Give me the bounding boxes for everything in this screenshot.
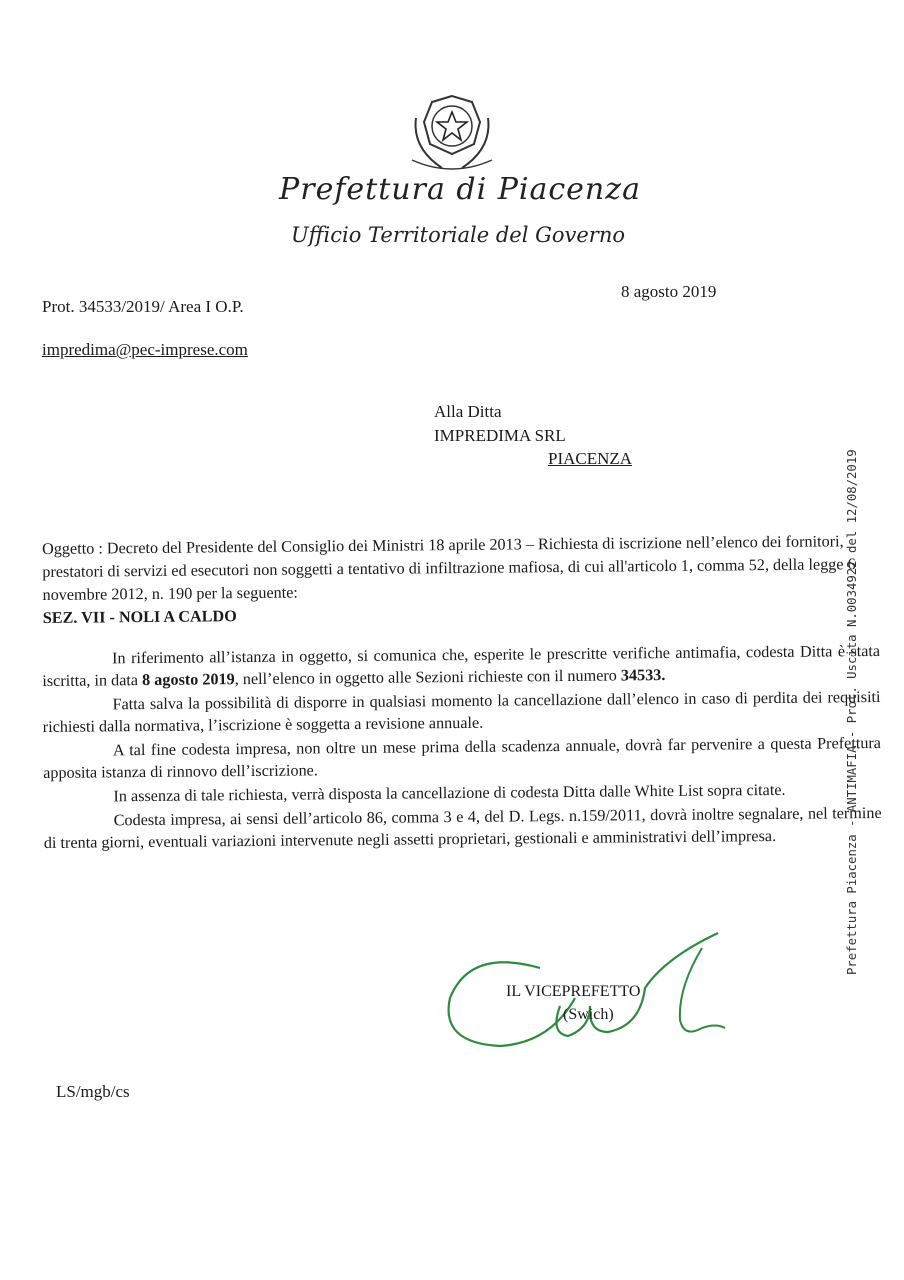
subject-text: Decreto del Presidente del Consiglio dei Ministri 18 aprile 2013 – Richiesta di iscrizione nell’elenco dei fornitori, prestatori di servizi ed esecutori non soggetti a tentativo di infiltrazione mafiosa, di cui all'articolo 1, comma 52, della legge 6 novembre 2012, n. 190 per la seguente: — [42, 532, 856, 604]
signatory-title: IL VICEPREFETTO — [506, 983, 641, 1000]
office-subtitle: Ufficio Territoriale del Governo — [290, 223, 626, 247]
recipient-company: IMPREDIMA SRL — [434, 426, 566, 445]
subject-label: Oggetto : — [42, 539, 103, 558]
reference-initials: LS/mgb/cs — [56, 1082, 130, 1101]
registration-date: 8 agosto 2019 — [142, 670, 235, 690]
subject-block — [42, 530, 863, 630]
republic-emblem-icon — [402, 88, 502, 180]
registration-number: 34533. — [620, 666, 666, 685]
body-paragraph: Codesta impresa, ai sensi dell’articolo 86, comma 3 e 4, del D. Legs. n.159/2011, dovrà inoltre segnalare, nel termine di trenta giorni, eventuali variazioni intervenute negli assetti proprietari, gestionali e amministrativi dell’impresa. — [43, 803, 882, 852]
protocol-number: Prot. 34533/2019/ Area I O.P. — [42, 297, 244, 316]
recipient-email: impredima@pec-imprese.com — [42, 340, 248, 359]
body-paragraph: Fatta salva la possibilità di disporre in qualsiasi momento la cancellazione dall’elenco in caso di perdita dei requisiti richiesti dalla normativa, l’iscrizione è soggetta a revisione annuale. — [42, 687, 881, 736]
recipient-city: PIACENZA — [548, 449, 633, 468]
letter-date: 8 agosto 2019 — [621, 282, 717, 301]
letter-body — [42, 640, 882, 854]
subject-section: SEZ. VII - NOLI A CALDO — [42, 607, 237, 627]
office-title: Prefettura di Piacenza — [279, 172, 641, 207]
protocol-side-stamp: Prefettura Piacenza - ANTIMAFIA - Prot. Uscita N.0034922 del 12/08/2019 — [845, 449, 859, 975]
recipient-line-1: Alla Ditta — [434, 402, 502, 421]
signatory-name: (Swich) — [563, 1006, 614, 1023]
body-paragraph: A tal fine codesta impresa, non oltre un mese prima della scadenza annuale, dovrà far pervenire a questa Prefettura apposita istanza di rinnovo dell’iscrizione. — [43, 733, 882, 782]
body-paragraph: In riferimento all’istanza in oggetto, si comunica che, esperite le prescritte verifiche antimafia, codesta Ditta è stata iscritta, in data 8 agosto 2019, nell’elenco in oggetto alle Sezioni richieste con il numero 34533. — [42, 641, 881, 690]
body-paragraph: In assenza di tale richiesta, verrà disposta la cancellazione di codesta Ditta dalle White List sopra citate. — [113, 780, 786, 806]
